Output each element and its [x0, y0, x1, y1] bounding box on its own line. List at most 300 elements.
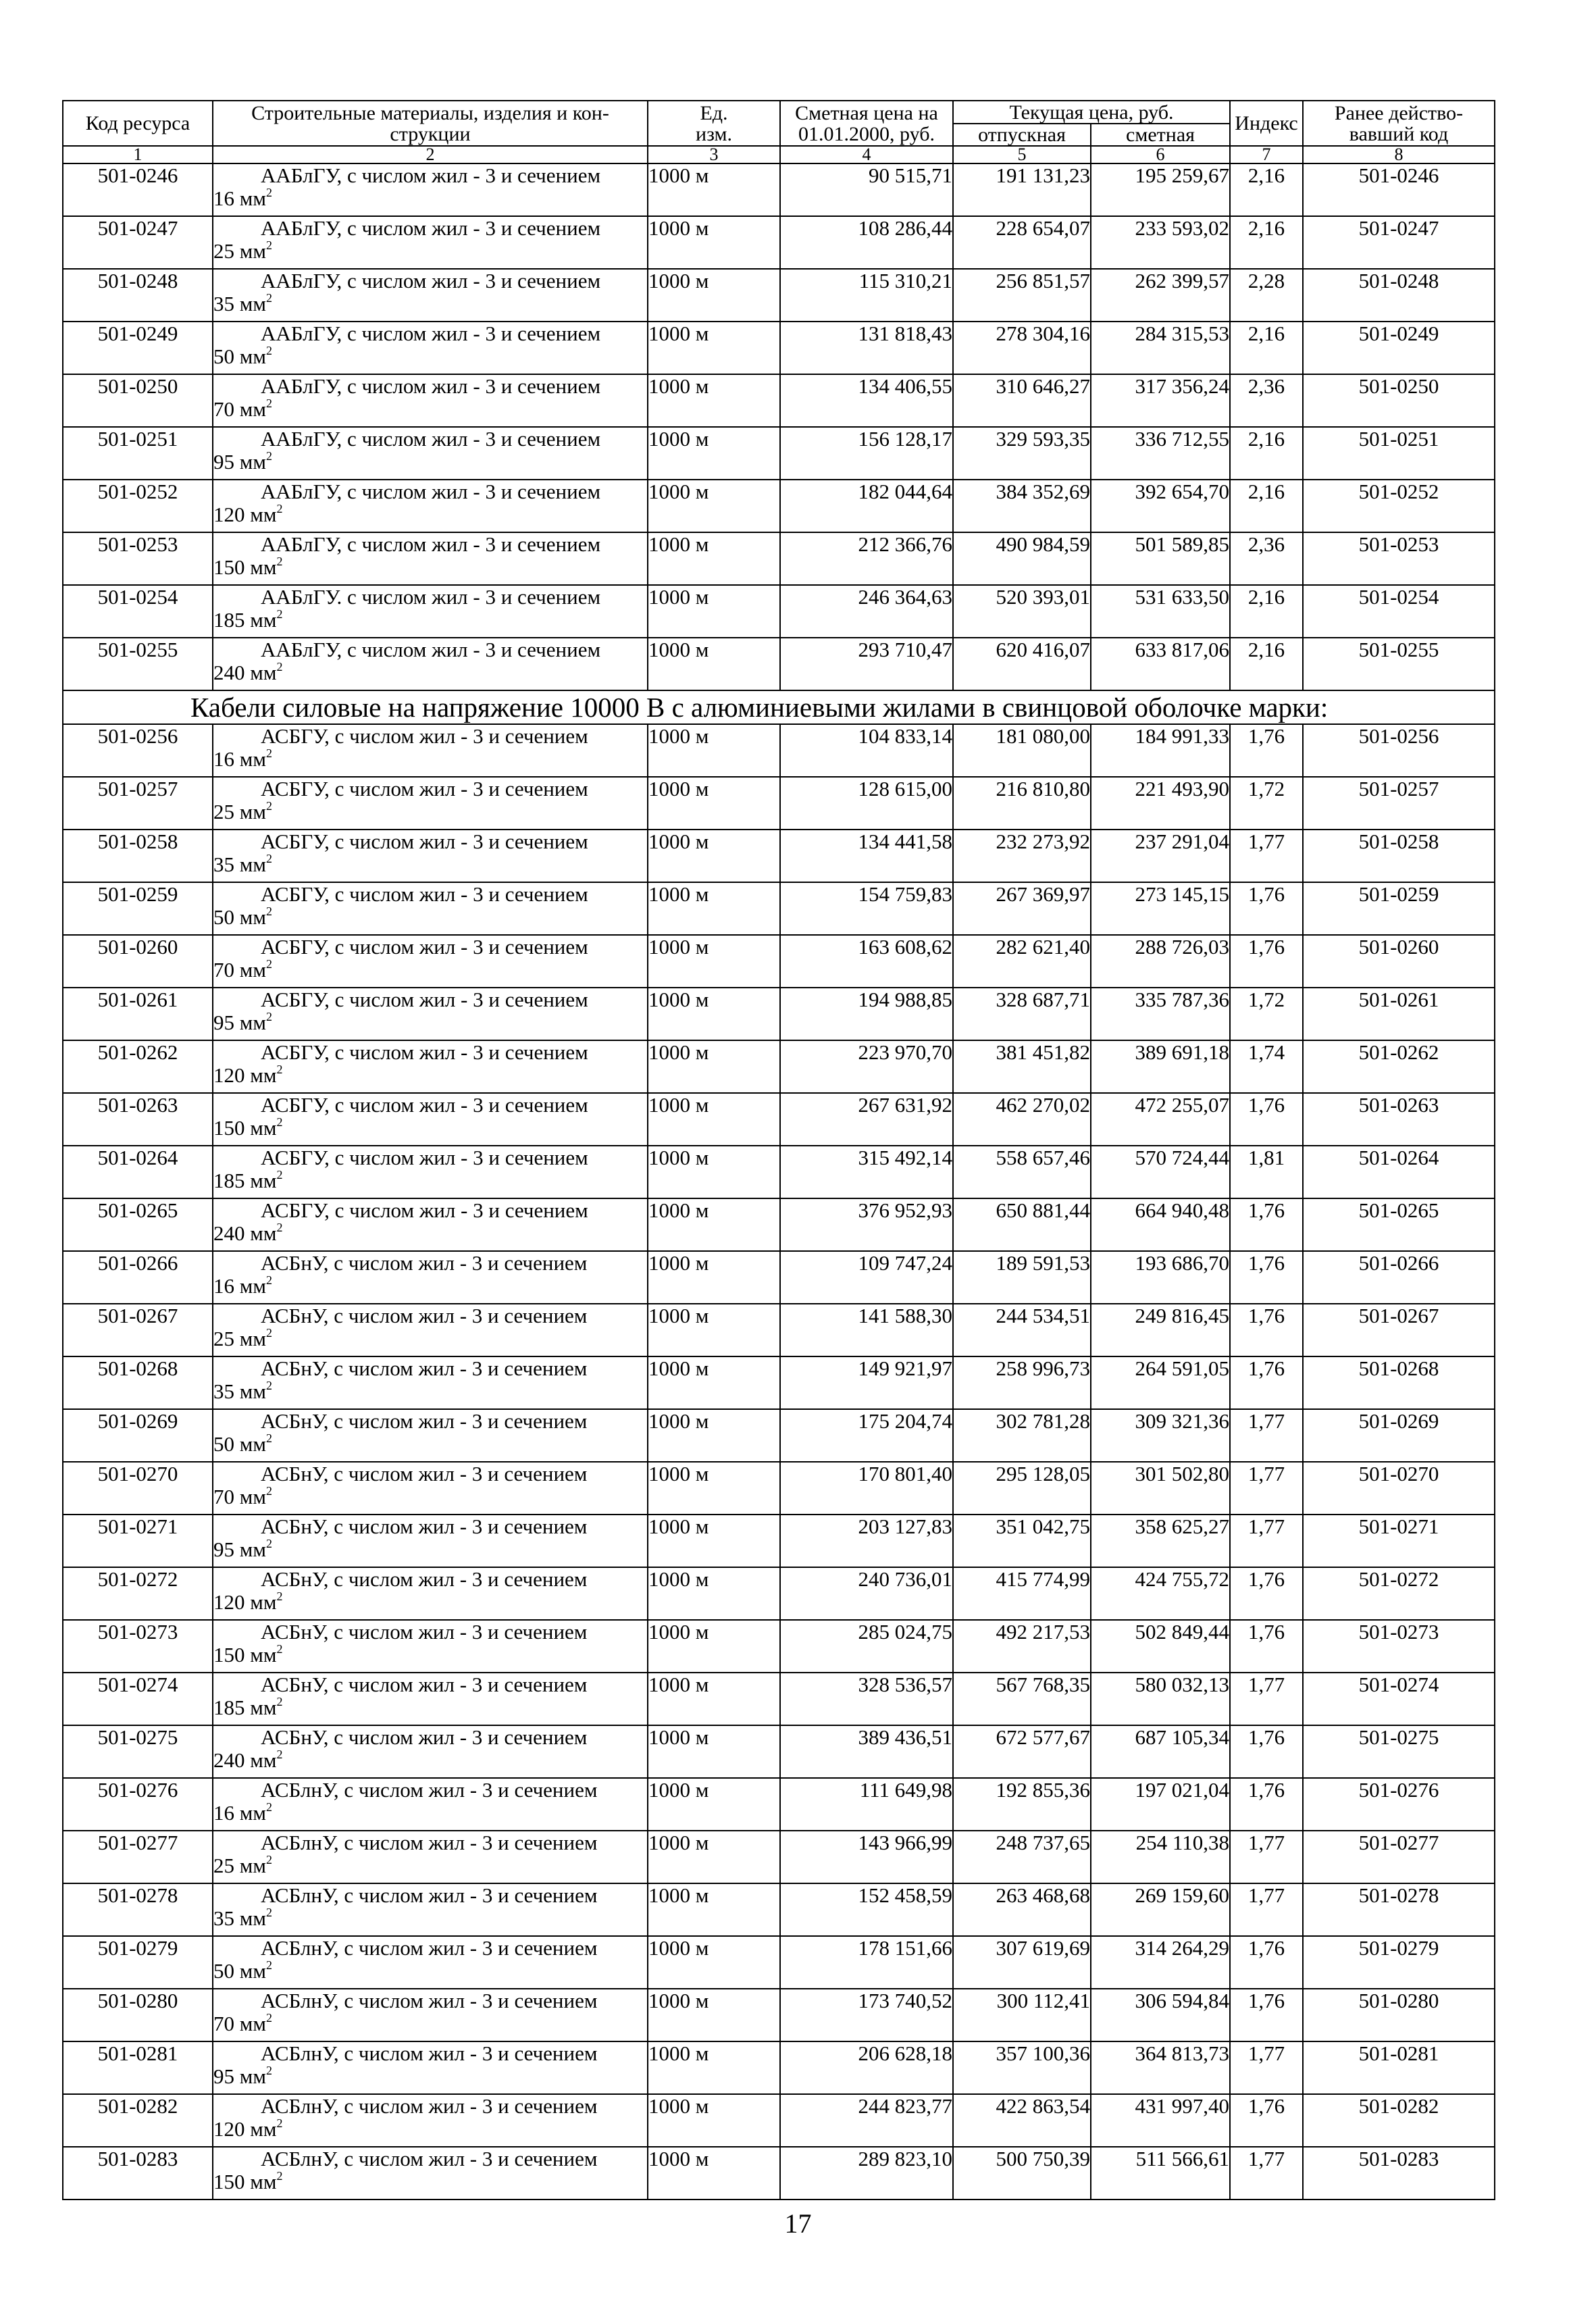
estimate-price-2000: 152 458,59: [780, 1883, 953, 1936]
material-name: [213, 2041, 648, 2094]
estimate-price-2000: 285 024,75: [780, 1620, 953, 1673]
header-code: Код ресурса: [63, 101, 213, 146]
resource-code: 501-0252: [63, 480, 213, 532]
cross-section: [213, 1380, 647, 1403]
previous-code: 501-0262: [1303, 1040, 1495, 1093]
current-estimate-price: 221 493,90: [1091, 777, 1230, 830]
price-index: 1,76: [1230, 724, 1303, 777]
material-name: [213, 1409, 648, 1462]
previous-code: 501-0280: [1303, 1989, 1495, 2041]
cross-section: [213, 503, 647, 526]
table-row: [63, 988, 1495, 1040]
material-name-line: АСБнУ, с числом жил - 3 и сечением: [261, 1356, 588, 1380]
unit-of-measure: 1000 м: [648, 1620, 780, 1673]
table-row: [63, 1936, 1495, 1989]
current-estimate-price: 570 724,44: [1091, 1146, 1230, 1198]
table-row: [63, 1093, 1495, 1146]
current-release-price: 302 781,28: [953, 1409, 1091, 1462]
table-row: [63, 1304, 1495, 1356]
col-number: 6: [1091, 146, 1230, 163]
table-row: [63, 269, 1495, 322]
unit-of-measure: 1000 м: [648, 1883, 780, 1936]
material-name: [213, 2147, 648, 2200]
current-release-price: 263 468,68: [953, 1883, 1091, 1936]
cross-section-unit: мм: [239, 1854, 266, 1877]
price-index: 1,76: [1230, 2094, 1303, 2147]
table-row: [63, 216, 1495, 269]
price-index: 1,76: [1230, 1725, 1303, 1778]
current-estimate-price: 364 813,73: [1091, 2041, 1230, 2094]
resource-code: 501-0259: [63, 882, 213, 935]
cross-section-value: 70: [213, 958, 234, 982]
cross-section: [213, 800, 647, 823]
material-name: [213, 1093, 648, 1146]
cross-section-unit: мм: [250, 1116, 277, 1140]
cross-section-unit: мм: [239, 186, 266, 210]
resource-code: 501-0263: [63, 1093, 213, 1146]
unit-of-measure: 1000 м: [648, 935, 780, 988]
estimate-price-2000: 111 649,98: [780, 1778, 953, 1831]
unit-of-measure: 1000 м: [648, 1146, 780, 1198]
unit-of-measure: 1000 м: [648, 480, 780, 532]
current-estimate-price: 664 940,48: [1091, 1198, 1230, 1251]
material-name-line: АСБнУ, с числом жил - 3 и сечением: [261, 1515, 588, 1538]
cross-section-unit-power: 2: [265, 1484, 272, 1498]
resource-code: 501-0254: [63, 585, 213, 638]
current-release-price: 328 687,71: [953, 988, 1091, 1040]
price-index: 2,36: [1230, 532, 1303, 585]
material-name: [213, 777, 648, 830]
table-row: [63, 480, 1495, 532]
material-name-line: АСБлнУ, с числом жил - 3 и сечением: [261, 1883, 598, 1907]
cross-section: [213, 1696, 647, 1719]
cross-section-unit-power: 2: [265, 1010, 272, 1023]
cross-section-unit: мм: [239, 2012, 266, 2035]
current-release-price: 267 369,97: [953, 882, 1091, 935]
cross-section-value: 95: [213, 2064, 234, 2088]
unit-of-measure: 1000 м: [648, 322, 780, 374]
table-row: [63, 532, 1495, 585]
cross-section: [213, 2170, 647, 2193]
unit-of-measure: 1000 м: [648, 269, 780, 322]
cross-section: [213, 240, 647, 263]
material-name: [213, 163, 648, 216]
cross-section-value: 120: [213, 1590, 245, 1614]
current-release-price: 189 591,53: [953, 1251, 1091, 1304]
cross-section-value: 50: [213, 345, 234, 368]
material-name-line: ААБлГУ, с числом жил - 3 и сечением: [261, 322, 601, 345]
current-release-price: 462 270,02: [953, 1093, 1091, 1146]
material-name: [213, 988, 648, 1040]
previous-code: 501-0261: [1303, 988, 1495, 1040]
estimate-price-2000: 315 492,14: [780, 1146, 953, 1198]
cross-section-value: 16: [213, 1801, 234, 1825]
estimate-price-2000: 203 127,83: [780, 1515, 953, 1567]
cross-section-unit: мм: [250, 1169, 277, 1192]
price-index: 1,72: [1230, 777, 1303, 830]
current-release-price: 228 654,07: [953, 216, 1091, 269]
previous-code: 501-0249: [1303, 322, 1495, 374]
resource-code: 501-0279: [63, 1936, 213, 1989]
material-name-line: АСБГУ, с числом жил - 3 и сечением: [261, 1093, 588, 1117]
resource-code: 501-0267: [63, 1304, 213, 1356]
cross-section-value: 185: [213, 1696, 245, 1719]
cross-section-unit-power: 2: [276, 502, 283, 515]
current-release-price: 650 881,44: [953, 1198, 1091, 1251]
estimate-price-2000: 328 536,57: [780, 1673, 953, 1725]
price-index: 2,16: [1230, 216, 1303, 269]
unit-of-measure: 1000 м: [648, 988, 780, 1040]
price-index: 1,77: [1230, 1883, 1303, 1936]
current-release-price: 351 042,75: [953, 1515, 1091, 1567]
cross-section: [213, 1117, 647, 1140]
previous-code: 501-0256: [1303, 724, 1495, 777]
price-index: 1,76: [1230, 1778, 1303, 1831]
material-name-line: ААБлГУ. с числом жил - 3 и сечением: [261, 585, 601, 609]
cross-section-unit-power: 2: [265, 2064, 272, 2077]
price-index: 2,16: [1230, 163, 1303, 216]
current-release-price: 415 774,99: [953, 1567, 1091, 1620]
estimate-price-2000: 141 588,30: [780, 1304, 953, 1356]
material-name: [213, 638, 648, 690]
resource-code: 501-0247: [63, 216, 213, 269]
price-table-page: [62, 100, 1494, 2200]
estimate-price-2000: 128 615,00: [780, 777, 953, 830]
price-index: 1,77: [1230, 830, 1303, 882]
cross-section-unit-power: 2: [265, 1958, 272, 1972]
material-name: [213, 585, 648, 638]
cross-section-unit: мм: [250, 1748, 277, 1772]
cross-section-unit: мм: [250, 1696, 277, 1719]
current-release-price: 384 352,69: [953, 480, 1091, 532]
col-number: 3: [648, 146, 780, 163]
current-release-price: 381 451,82: [953, 1040, 1091, 1093]
price-index: 2,16: [1230, 585, 1303, 638]
resource-code: 501-0278: [63, 1883, 213, 1936]
cross-section-unit: мм: [250, 1063, 277, 1087]
current-release-price: 191 131,23: [953, 163, 1091, 216]
header-name: Строительные материалы, изделия и кон- струкции: [213, 101, 648, 146]
material-name-line: АСБГУ, с числом жил - 3 и сечением: [261, 777, 588, 800]
cross-section-value: 150: [213, 2170, 245, 2193]
current-estimate-price: 195 259,67: [1091, 163, 1230, 216]
price-index: 1,77: [1230, 1673, 1303, 1725]
unit-of-measure: 1000 м: [648, 830, 780, 882]
previous-code: 501-0276: [1303, 1778, 1495, 1831]
current-estimate-price: 633 817,06: [1091, 638, 1230, 690]
cross-section-unit-power: 2: [265, 397, 272, 410]
cross-section-value: 240: [213, 1221, 245, 1245]
resource-code: 501-0268: [63, 1356, 213, 1409]
cross-section-value: 70: [213, 397, 234, 421]
unit-of-measure: 1000 м: [648, 427, 780, 480]
material-name-line: АСБГУ, с числом жил - 3 и сечением: [261, 988, 588, 1011]
current-release-price: 248 737,65: [953, 1831, 1091, 1883]
cross-section-unit-power: 2: [265, 2011, 272, 2025]
header-unit: Ед. изм.: [648, 101, 780, 146]
material-name-line: АСБлнУ, с числом жил - 3 и сечением: [261, 1989, 598, 2012]
table-row: [63, 163, 1495, 216]
unit-of-measure: 1000 м: [648, 1725, 780, 1778]
cross-section: [213, 293, 647, 315]
current-estimate-price: 273 145,15: [1091, 882, 1230, 935]
material-name: [213, 1146, 648, 1198]
cross-section-unit-power: 2: [265, 344, 272, 357]
cross-section-value: 70: [213, 1485, 234, 1508]
table-row: [63, 1515, 1495, 1567]
price-index: 1,77: [1230, 2041, 1303, 2094]
previous-code: 501-0275: [1303, 1725, 1495, 1778]
unit-of-measure: 1000 м: [648, 374, 780, 427]
resource-code: 501-0274: [63, 1673, 213, 1725]
material-name-line: АСБнУ, с числом жил - 3 и сечением: [261, 1409, 588, 1433]
cross-section: [213, 1485, 647, 1508]
cross-section: [213, 1644, 647, 1667]
current-estimate-price: 301 502,80: [1091, 1462, 1230, 1515]
previous-code: 501-0265: [1303, 1198, 1495, 1251]
current-release-price: 216 810,80: [953, 777, 1091, 830]
price-index: 2,16: [1230, 480, 1303, 532]
header-current-price: Текущая цена, руб.: [953, 101, 1230, 124]
estimate-price-2000: 104 833,14: [780, 724, 953, 777]
current-release-price: 192 855,36: [953, 1778, 1091, 1831]
estimate-price-2000: 194 988,85: [780, 988, 953, 1040]
table-row: [63, 882, 1495, 935]
previous-code: 501-0254: [1303, 585, 1495, 638]
cross-section-value: 35: [213, 292, 234, 315]
cross-section: [213, 1169, 647, 1192]
col-number: 1: [63, 146, 213, 163]
estimate-price-2000: 389 436,51: [780, 1725, 953, 1778]
resource-code: 501-0260: [63, 935, 213, 988]
resource-code: 501-0270: [63, 1462, 213, 1515]
current-release-price: 244 534,51: [953, 1304, 1091, 1356]
cross-section: [213, 556, 647, 579]
unit-of-measure: 1000 м: [648, 1673, 780, 1725]
cross-section: [213, 345, 647, 368]
estimate-price-2000: 223 970,70: [780, 1040, 953, 1093]
current-release-price: 422 863,54: [953, 2094, 1091, 2147]
table-row: [63, 1462, 1495, 1515]
material-name: [213, 1567, 648, 1620]
cross-section-value: 35: [213, 1379, 234, 1403]
cross-section-unit: мм: [239, 239, 266, 263]
price-index: 2,16: [1230, 638, 1303, 690]
header-index: Индекс: [1230, 101, 1303, 146]
cross-section-unit-power: 2: [276, 555, 283, 568]
cross-section-value: 150: [213, 1643, 245, 1667]
unit-of-measure: 1000 м: [648, 2147, 780, 2200]
unit-of-measure: 1000 м: [648, 882, 780, 935]
table-row: [63, 1198, 1495, 1251]
unit-of-measure: 1000 м: [648, 1093, 780, 1146]
resource-code: 501-0262: [63, 1040, 213, 1093]
current-estimate-price: 309 321,36: [1091, 1409, 1230, 1462]
table-row: [63, 2041, 1495, 2094]
unit-of-measure: 1000 м: [648, 1304, 780, 1356]
cross-section: [213, 1064, 647, 1087]
cross-section-value: 185: [213, 1169, 245, 1192]
estimate-price-2000: 163 608,62: [780, 935, 953, 988]
material-name: [213, 374, 648, 427]
table-row: [63, 2147, 1495, 2200]
unit-of-measure: 1000 м: [648, 216, 780, 269]
material-name-line: АСБнУ, с числом жил - 3 и сечением: [261, 1620, 588, 1644]
cross-section-value: 25: [213, 800, 234, 823]
estimate-price-2000: 156 128,17: [780, 427, 953, 480]
table-row: [63, 777, 1495, 830]
resource-code: 501-0265: [63, 1198, 213, 1251]
price-index: 1,76: [1230, 1251, 1303, 1304]
previous-code: 501-0264: [1303, 1146, 1495, 1198]
previous-code: 501-0258: [1303, 830, 1495, 882]
previous-code: 501-0259: [1303, 882, 1495, 935]
current-release-price: 295 128,05: [953, 1462, 1091, 1515]
cross-section-unit: мм: [239, 1906, 266, 1930]
price-index: 1,74: [1230, 1040, 1303, 1093]
cross-section-unit: мм: [250, 555, 277, 579]
material-name-line: ААБлГУ, с числом жил - 3 и сечением: [261, 532, 601, 556]
material-name-line: АСБнУ, с числом жил - 3 и сечением: [261, 1673, 588, 1696]
material-name-line: АСБГУ, с числом жил - 3 и сечением: [261, 1198, 588, 1222]
estimate-price-2000: 109 747,24: [780, 1251, 953, 1304]
estimate-price-2000: 244 823,77: [780, 2094, 953, 2147]
header-release-price: отпускная: [953, 124, 1091, 146]
page-number: 17: [784, 2208, 812, 2239]
material-name-line: АСБнУ, с числом жил - 3 и сечением: [261, 1304, 588, 1327]
previous-code: 501-0273: [1303, 1620, 1495, 1673]
table-row: [63, 1040, 1495, 1093]
current-release-price: 310 646,27: [953, 374, 1091, 427]
price-index: 1,77: [1230, 2147, 1303, 2200]
material-name-line: ААБлГУ, с числом жил - 3 и сечением: [261, 163, 601, 187]
cross-section-unit: мм: [250, 2117, 277, 2141]
previous-code: 501-0255: [1303, 638, 1495, 690]
estimate-price-2000: 170 801,40: [780, 1462, 953, 1515]
material-name: [213, 2094, 648, 2147]
cross-section-unit-power: 2: [265, 1800, 272, 1814]
resource-code: 501-0249: [63, 322, 213, 374]
cross-section: [213, 609, 647, 632]
material-name-line: АСБлнУ, с числом жил - 3 и сечением: [261, 2041, 598, 2065]
material-name-line: ААБлГУ, с числом жил - 3 и сечением: [261, 638, 601, 661]
col-number: 8: [1303, 146, 1495, 163]
table-row: [63, 427, 1495, 480]
current-release-price: 558 657,46: [953, 1146, 1091, 1198]
previous-code: 501-0274: [1303, 1673, 1495, 1725]
cross-section: [213, 2118, 647, 2141]
cross-section: [213, 1327, 647, 1350]
cross-section: [213, 853, 647, 876]
resource-code: 501-0250: [63, 374, 213, 427]
current-release-price: 307 619,69: [953, 1936, 1091, 1989]
cross-section: [213, 1591, 647, 1614]
current-release-price: 567 768,35: [953, 1673, 1091, 1725]
cross-section-value: 16: [213, 186, 234, 210]
previous-code: 501-0257: [1303, 777, 1495, 830]
cross-section-unit-power: 2: [265, 1431, 272, 1445]
previous-code: 501-0283: [1303, 2147, 1495, 2200]
cross-section-unit: мм: [239, 747, 266, 771]
cross-section-unit-power: 2: [265, 957, 272, 971]
material-name-line: АСБлнУ, с числом жил - 3 и сечением: [261, 1778, 598, 1802]
cross-section-unit-power: 2: [265, 1379, 272, 1392]
price-index: 2,16: [1230, 322, 1303, 374]
section-heading: Кабели силовые на напряжение 10000 В с алюминиевыми жилами в свинцовой оболочке марки:: [63, 690, 1495, 724]
previous-code: 501-0260: [1303, 935, 1495, 988]
price-index: 1,76: [1230, 1989, 1303, 2041]
price-index: 1,76: [1230, 935, 1303, 988]
unit-of-measure: 1000 м: [648, 1409, 780, 1462]
cross-section-unit-power: 2: [265, 1906, 272, 1919]
table-row: [63, 1989, 1495, 2041]
current-estimate-price: 284 315,53: [1091, 322, 1230, 374]
cross-section-value: 120: [213, 503, 245, 526]
previous-code: 501-0279: [1303, 1936, 1495, 1989]
current-estimate-price: 531 633,50: [1091, 585, 1230, 638]
material-name: [213, 1251, 648, 1304]
cross-section-unit: мм: [239, 853, 266, 876]
cross-section-value: 185: [213, 608, 245, 632]
header-est-price: Сметная цена на 01.01.2000, руб.: [780, 101, 953, 146]
cross-section-unit: мм: [239, 1959, 266, 1983]
column-number-row: [63, 146, 1495, 163]
cross-section-unit: мм: [239, 1274, 266, 1298]
cross-section-value: 16: [213, 1274, 234, 1298]
material-name: [213, 1620, 648, 1673]
resource-code: 501-0272: [63, 1567, 213, 1620]
previous-code: 501-0253: [1303, 532, 1495, 585]
estimate-price-2000: 143 966,99: [780, 1831, 953, 1883]
resource-code: 501-0253: [63, 532, 213, 585]
cross-section: [213, 2065, 647, 2088]
cross-section: [213, 906, 647, 929]
unit-of-measure: 1000 м: [648, 724, 780, 777]
cross-section-value: 35: [213, 1906, 234, 1930]
material-name: [213, 532, 648, 585]
current-estimate-price: 269 159,60: [1091, 1883, 1230, 1936]
previous-code: 501-0270: [1303, 1462, 1495, 1515]
cross-section-value: 25: [213, 1854, 234, 1877]
estimate-price-2000: 246 364,63: [780, 585, 953, 638]
cross-section-unit-power: 2: [265, 238, 272, 252]
current-estimate-price: 254 110,38: [1091, 1831, 1230, 1883]
cross-section-value: 25: [213, 239, 234, 263]
material-name-line: АСБГУ, с числом жил - 3 и сечением: [261, 882, 588, 906]
estimate-price-2000: 289 823,10: [780, 2147, 953, 2200]
unit-of-measure: 1000 м: [648, 1356, 780, 1409]
cross-section-value: 240: [213, 1748, 245, 1772]
table-row: [63, 1778, 1495, 1831]
resource-code: 501-0246: [63, 163, 213, 216]
cross-section-value: 95: [213, 1011, 234, 1034]
estimate-price-2000: 376 952,93: [780, 1198, 953, 1251]
price-index: 1,76: [1230, 1356, 1303, 1409]
current-estimate-price: 424 755,72: [1091, 1567, 1230, 1620]
previous-code: 501-0277: [1303, 1831, 1495, 1883]
resource-code: 501-0283: [63, 2147, 213, 2200]
cross-section-unit: мм: [239, 958, 266, 982]
cross-section-unit-power: 2: [265, 852, 272, 865]
table-row: [63, 1356, 1495, 1409]
material-name-line: АСБГУ, с числом жил - 3 и сечением: [261, 724, 588, 748]
cross-section-unit: мм: [239, 397, 266, 421]
resource-code: 501-0271: [63, 1515, 213, 1567]
cross-section: [213, 661, 647, 684]
current-release-price: 278 304,16: [953, 322, 1091, 374]
price-index: 1,77: [1230, 1462, 1303, 1515]
cross-section-unit-power: 2: [276, 1590, 283, 1603]
